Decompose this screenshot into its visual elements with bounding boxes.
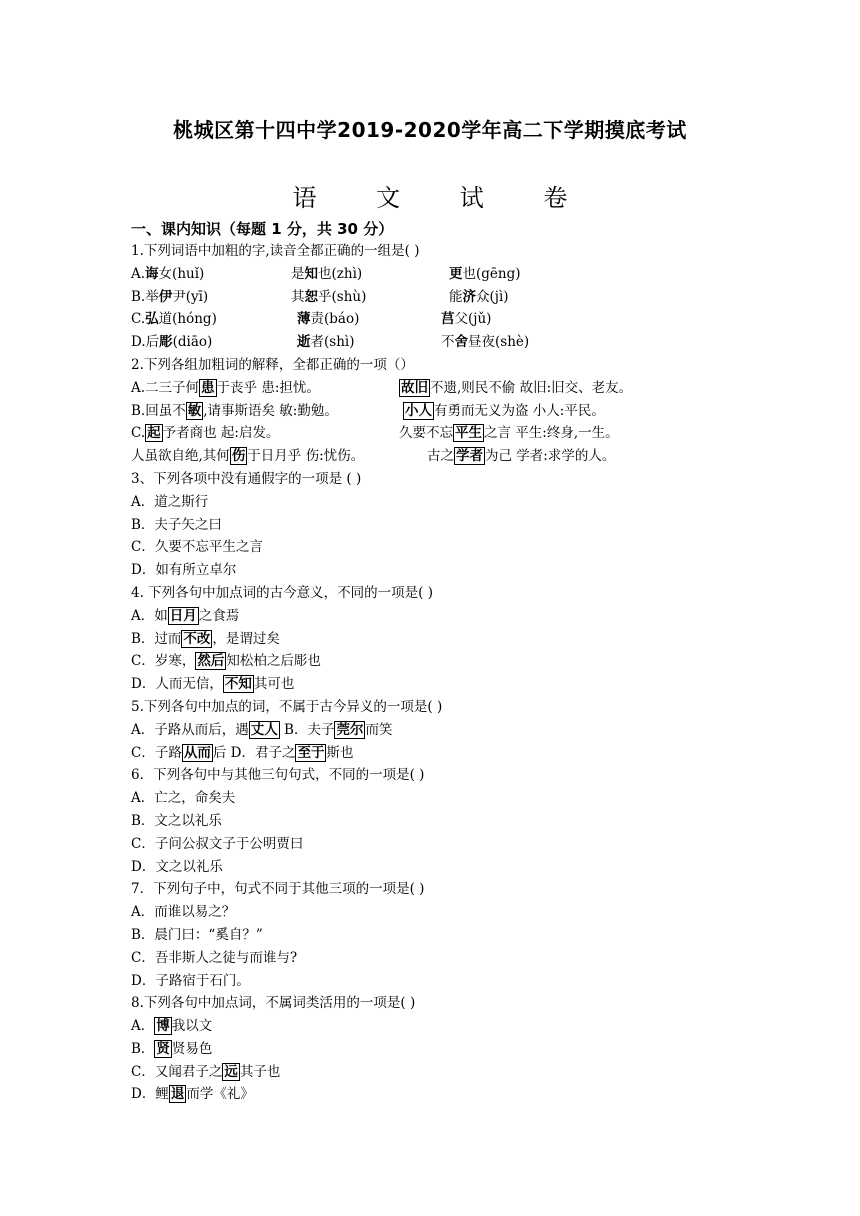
text-run: C. bbox=[131, 425, 146, 442]
text-run: 我以文 bbox=[171, 1018, 213, 1035]
exam-line bbox=[131, 422, 751, 445]
text-run: 于丧乎 患:担忧。 bbox=[216, 379, 320, 396]
boxed-word: 故旧 bbox=[401, 379, 428, 396]
boxed-word: 远 bbox=[224, 1063, 238, 1080]
text-run: 3、下列各项中没有通假字的一项是 ( ) bbox=[131, 470, 362, 487]
exam-line bbox=[131, 924, 751, 947]
text-run: B． bbox=[131, 1040, 155, 1057]
text-run: C．久要不忘平生之言 bbox=[131, 539, 263, 556]
text-run: 8.下列各句中加点词，不属词类活用的一项是( ) bbox=[131, 995, 416, 1012]
text-run: 4. 下列各句中加点词的古今意义，不同的一项是( ) bbox=[131, 584, 433, 601]
text-run: 责(báo) bbox=[310, 311, 360, 328]
line-segment bbox=[131, 764, 424, 787]
exam-line bbox=[131, 263, 751, 286]
line-segment bbox=[399, 377, 632, 400]
line-segment bbox=[131, 742, 353, 765]
text-run: 为己 学者:求学的人。 bbox=[485, 448, 616, 465]
line-segment bbox=[131, 673, 294, 696]
exam-line bbox=[131, 286, 751, 309]
boxed-word: 小人 bbox=[405, 402, 432, 419]
text-run: 女(huǐ) bbox=[158, 265, 205, 282]
text-run: 之食焉 bbox=[198, 607, 240, 624]
exam-line bbox=[131, 970, 751, 993]
line-segment bbox=[441, 308, 491, 331]
text-run: 5.下列各句中加点的词，不属于古今异义的一项是( ) bbox=[131, 698, 443, 715]
exam-line bbox=[131, 719, 751, 742]
bold-char: 知 bbox=[304, 265, 318, 282]
text-run: C. bbox=[131, 311, 146, 328]
line-segment bbox=[131, 719, 392, 742]
bold-char: 逝 bbox=[297, 334, 311, 351]
bold-char: 弘 bbox=[145, 311, 159, 328]
text-run: 乎(shù) bbox=[318, 288, 367, 305]
text-run: 予者商也 起:启发。 bbox=[162, 425, 280, 442]
line-segment bbox=[131, 308, 217, 331]
line-segment bbox=[131, 422, 279, 445]
exam-line bbox=[131, 605, 751, 628]
line-segment bbox=[131, 833, 303, 856]
line-segment bbox=[131, 947, 297, 970]
bold-char: 彫 bbox=[159, 334, 173, 351]
text-run: C．吾非斯人之徒与而谁与? bbox=[131, 949, 298, 966]
line-segment bbox=[297, 308, 359, 331]
exam-title: 桃城区第十四中学2019-2020学年高二下学期摸底考试 bbox=[173, 118, 687, 142]
text-run: 也(zhì) bbox=[318, 265, 363, 282]
exam-line bbox=[131, 992, 751, 1015]
text-run: 父(jǔ) bbox=[454, 311, 492, 328]
exam-line bbox=[131, 1083, 751, 1106]
boxed-word: 患 bbox=[201, 379, 215, 396]
text-run: A．而谁以易之？ bbox=[131, 904, 236, 921]
line-segment bbox=[291, 263, 362, 286]
line-segment bbox=[131, 331, 212, 354]
text-run: 2.下列各组加粗词的解释，全都正确的一项（） bbox=[131, 356, 414, 373]
text-run: D．鲤 bbox=[131, 1086, 169, 1103]
exam-subtitle: 语 文 试 卷 bbox=[292, 184, 594, 212]
line-segment bbox=[131, 628, 280, 651]
line-segment bbox=[131, 650, 321, 673]
bold-char: 更 bbox=[449, 265, 463, 282]
bold-char: 恕 bbox=[304, 288, 318, 305]
text-run: B．夫子矢之曰 bbox=[131, 516, 222, 533]
line-segment bbox=[297, 331, 354, 354]
exam-line bbox=[131, 696, 751, 719]
bold-char: 舍 bbox=[454, 334, 468, 351]
line-segment bbox=[399, 422, 619, 445]
text-run: 之言 平生:终身,一生。 bbox=[484, 425, 619, 442]
text-run: A. bbox=[131, 265, 146, 282]
exam-line bbox=[131, 331, 751, 354]
line-segment bbox=[441, 331, 529, 354]
line-segment bbox=[131, 605, 239, 628]
line-segment bbox=[131, 810, 222, 833]
text-run: A． bbox=[131, 1018, 155, 1035]
text-run: A．道之斯行 bbox=[131, 493, 209, 510]
exam-line bbox=[131, 764, 751, 787]
exam-line bbox=[131, 947, 751, 970]
text-run: A．亡之，命矣夫 bbox=[131, 790, 236, 807]
text-run: (diāo) bbox=[172, 334, 213, 351]
boxed-word: 至于 bbox=[297, 744, 325, 761]
text-run: 不遗,则民不偷 故旧:旧交、老友。 bbox=[430, 379, 633, 396]
bold-char: 伊 bbox=[158, 288, 173, 305]
line-segment bbox=[131, 1061, 280, 1084]
text-run: 6．下列各句中与其他三句句式，不同的一项是( ) bbox=[131, 767, 425, 784]
exam-line bbox=[131, 810, 751, 833]
text-run: 而笑 bbox=[365, 721, 393, 738]
exam-line bbox=[131, 445, 751, 468]
boxed-word: 不改 bbox=[183, 630, 211, 647]
exam-line bbox=[131, 240, 751, 263]
line-segment bbox=[131, 582, 433, 605]
boxed-word: 莞尔 bbox=[336, 721, 364, 738]
boxed-word: 贤 bbox=[156, 1040, 170, 1057]
line-segment bbox=[131, 377, 320, 400]
text-run: 者(shì) bbox=[310, 334, 355, 351]
text-run: 7．下列句子中，句式不同于其他三项的一项是( ) bbox=[131, 881, 425, 898]
exam-line bbox=[131, 1061, 751, 1084]
text-run: 其可也 bbox=[253, 676, 295, 693]
text-run: B．夫子 bbox=[279, 721, 335, 738]
text-run: ,请事斯语矣 敏:勤勉。 bbox=[203, 402, 338, 419]
boxed-word: 博 bbox=[156, 1018, 170, 1035]
line-segment bbox=[131, 901, 235, 924]
line-segment bbox=[131, 286, 208, 309]
text-run: 尹(yī) bbox=[172, 288, 209, 305]
text-run: 能 bbox=[449, 288, 463, 305]
boxed-word: 平生 bbox=[455, 425, 482, 442]
text-run: 昼夜(shè) bbox=[468, 334, 530, 351]
line-segment bbox=[131, 400, 338, 423]
text-run: C．子路 bbox=[131, 744, 182, 761]
text-run: 人虽欲自绝,其何 bbox=[131, 448, 230, 465]
line-segment bbox=[403, 400, 605, 423]
text-run: 是 bbox=[291, 265, 305, 282]
exam-line bbox=[131, 856, 751, 879]
text-run: 古之 bbox=[427, 448, 454, 465]
text-run: B．文之以礼乐 bbox=[131, 812, 222, 829]
text-run: 也(gēng) bbox=[462, 265, 521, 282]
text-run: 有勇而无义为盗 小人:平民。 bbox=[434, 402, 605, 419]
line-segment bbox=[131, 559, 236, 582]
exam-line bbox=[131, 833, 751, 856]
bold-char: 济 bbox=[462, 288, 476, 305]
line-segment bbox=[131, 856, 223, 879]
text-run: 斯也 bbox=[326, 744, 354, 761]
line-segment bbox=[131, 696, 442, 719]
text-run: B.回虽不 bbox=[131, 402, 186, 419]
boxed-word: 不知 bbox=[224, 676, 252, 693]
exam-line bbox=[131, 536, 751, 559]
exam-line bbox=[131, 1038, 751, 1061]
exam-line bbox=[131, 491, 751, 514]
exam-line bbox=[131, 354, 751, 377]
line-segment bbox=[449, 263, 521, 286]
boxed-word: 日月 bbox=[169, 607, 197, 624]
text-run: 不 bbox=[441, 334, 455, 351]
boxed-word: 退 bbox=[170, 1086, 185, 1103]
exam-line bbox=[131, 673, 751, 696]
text-run: D．子路宿于石门。 bbox=[131, 972, 250, 989]
text-run: B．晨门曰：“奚自？” bbox=[131, 926, 263, 943]
line-segment bbox=[131, 1083, 254, 1106]
exam-line bbox=[131, 377, 751, 400]
text-run: B．过而 bbox=[131, 630, 182, 647]
boxed-word: 然后 bbox=[197, 653, 225, 670]
line-segment bbox=[131, 263, 204, 286]
line-segment bbox=[131, 354, 414, 377]
text-run: A．如 bbox=[131, 607, 168, 624]
text-run: C．又闻君子之 bbox=[131, 1063, 223, 1080]
line-segment bbox=[131, 787, 235, 810]
line-segment bbox=[131, 970, 250, 993]
bold-char: 莒 bbox=[441, 311, 455, 328]
line-segment bbox=[131, 514, 222, 537]
exam-line bbox=[131, 559, 751, 582]
text-run: D．人而无信， bbox=[131, 676, 223, 693]
text-run: A.二三子何 bbox=[131, 379, 200, 396]
line-segment bbox=[131, 536, 263, 559]
text-run: D.后 bbox=[131, 334, 160, 351]
text-run: 知松柏之后彫也 bbox=[226, 653, 321, 670]
text-run: D．文之以礼乐 bbox=[131, 858, 223, 875]
line-segment bbox=[131, 468, 361, 491]
text-run: 其子也 bbox=[239, 1063, 281, 1080]
line-segment bbox=[131, 1038, 212, 1061]
text-run: 久要不忘 bbox=[399, 425, 453, 442]
text-run: C．子问公叔文子于公明贾曰 bbox=[131, 835, 304, 852]
boxed-word: 敏 bbox=[187, 402, 202, 419]
bold-char: 薄 bbox=[297, 311, 311, 328]
line-segment bbox=[131, 445, 364, 468]
text-run: ，是谓过矣 bbox=[212, 630, 280, 647]
line-segment bbox=[131, 878, 424, 901]
text-run: 而学《礼》 bbox=[186, 1086, 254, 1103]
exam-line bbox=[131, 308, 751, 331]
text-run: 1.下列词语中加粗的字,读音全都正确的一组是( ) bbox=[131, 243, 420, 259]
line-segment bbox=[291, 286, 366, 309]
line-segment bbox=[427, 445, 615, 468]
text-run: 后 D．君子之 bbox=[212, 744, 296, 761]
exam-line bbox=[131, 514, 751, 537]
text-run: C．岁寒， bbox=[131, 653, 196, 670]
bold-char: 诲 bbox=[145, 265, 159, 282]
exam-line bbox=[131, 468, 751, 491]
exam-line bbox=[131, 1015, 751, 1038]
line-segment bbox=[131, 240, 420, 263]
text-run: 其 bbox=[291, 288, 305, 305]
line-segment bbox=[131, 1015, 212, 1038]
text-run: A．子路从而后，遇 bbox=[131, 721, 249, 738]
exam-line bbox=[131, 901, 751, 924]
text-run: D．如有所立卓尔 bbox=[131, 562, 237, 579]
exam-line bbox=[131, 650, 751, 673]
exam-line bbox=[131, 742, 751, 765]
boxed-word: 起 bbox=[147, 425, 161, 442]
section-heading: 一、课内知识（每题 1 分，共 30 分） bbox=[131, 220, 394, 238]
line-segment bbox=[131, 924, 263, 947]
boxed-word: 学者 bbox=[456, 448, 483, 465]
exam-body bbox=[131, 218, 751, 1106]
text-run: 贤易色 bbox=[171, 1040, 213, 1057]
exam-line bbox=[131, 400, 751, 423]
text-run: 道(hóng) bbox=[158, 311, 217, 328]
exam-line bbox=[131, 878, 751, 901]
line-segment bbox=[131, 992, 415, 1015]
text-run: B.举 bbox=[131, 288, 159, 305]
text-run: 于日月乎 伤:忧伤。 bbox=[247, 448, 365, 465]
exam-line bbox=[131, 582, 751, 605]
boxed-word: 从而 bbox=[183, 744, 211, 761]
text-run: 众(jì) bbox=[476, 288, 509, 305]
exam-line bbox=[131, 787, 751, 810]
boxed-word: 伤 bbox=[231, 448, 246, 465]
line-segment bbox=[131, 491, 208, 514]
boxed-word: 丈人 bbox=[250, 721, 278, 738]
exam-line bbox=[131, 628, 751, 651]
line-segment bbox=[449, 286, 509, 309]
